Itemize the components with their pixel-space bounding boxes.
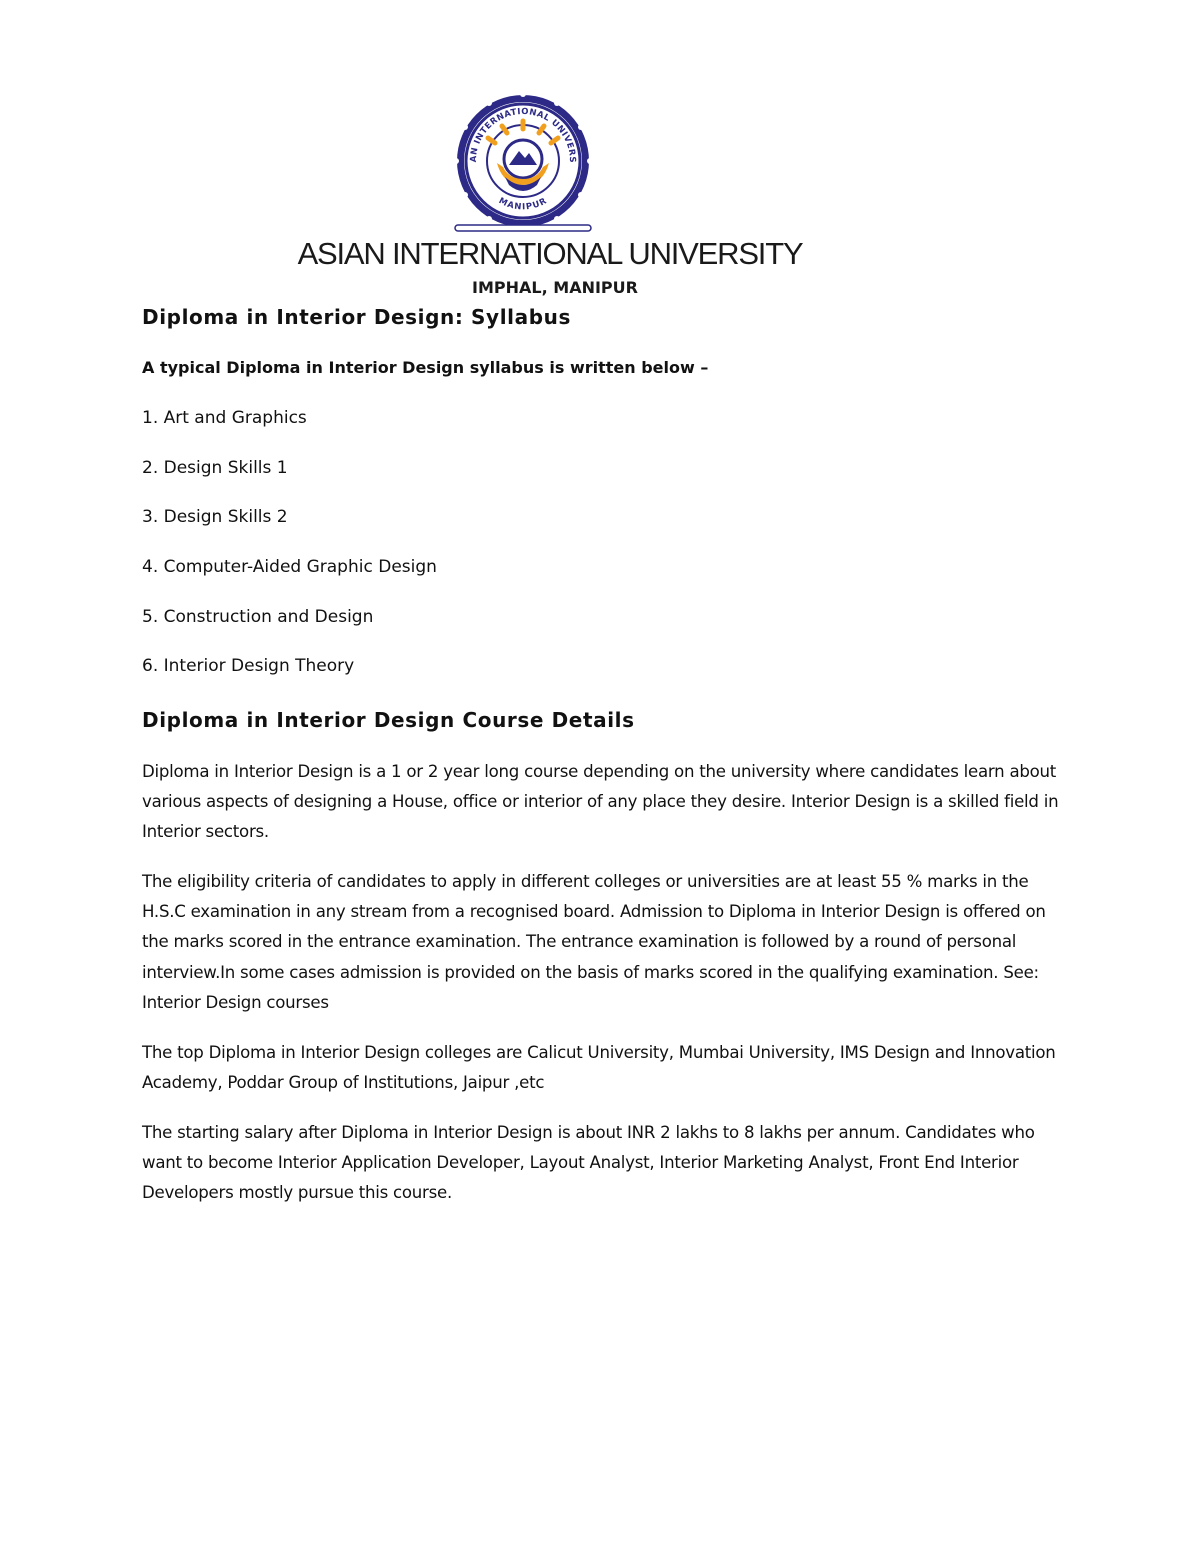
university-name-text: ASIAN INTERNATIONAL UNIVERSITY [297,236,803,271]
course-paragraph: The starting salary after Diploma in Interior Design is about INR 2 lakhs to 8 lakhs per annum. Candidates who want to become Interior Application Developer, Layout Analyst, Interior Marketing Analyst, Front End Interior Developers mostly pursue this course. [142,1123,1035,1203]
course-details-heading: Diploma in Interior Design Course Details [142,708,635,732]
syllabus-intro: A typical Diploma in Interior Design syllabus is written below – [142,358,709,377]
course-paragraph: Diploma in Interior Design is a 1 or 2 year long course depending on the university where candidates learn about various aspects of designing a House, office or interior of any place they desire. Interior Design is a skilled field in Interior sectors. [142,762,1059,842]
university-seal-icon [447,93,599,233]
course-paragraph: The eligibility criteria of candidates to apply in different colleges or universities are at least 55 % marks in the H.S.C examination in any stream from a recognised board. Admission to Diploma in Interior Design is offered on the marks scored in the entrance examination. The entrance examination is followed by a round of personal interview.In some cases admission is provided on the basis of marks scored in the qualifying examination. See: Interior Design courses [142,872,1046,1012]
syllabus-heading: Diploma in Interior Design: Syllabus [142,305,571,329]
svg-text:MANIPUR: MANIPUR [496,196,550,213]
syllabus-item: 6. Interior Design Theory [142,656,355,676]
syllabus-item: 1. Art and Graphics [142,408,307,428]
university-name [0,236,1110,272]
university-location: IMPHAL, MANIPUR [472,278,638,297]
university-logo [447,93,599,233]
syllabus-item: 2. Design Skills 1 [142,458,288,478]
syllabus-item: 4. Computer-Aided Graphic Design [142,557,437,577]
syllabus-item: 5. Construction and Design [142,607,374,627]
course-paragraph: The top Diploma in Interior Design colleges are Calicut University, Mumbai University, IMS Design and Innovation Academy, Poddar Group of Institutions, Jaipur ,etc [142,1043,1056,1093]
svg-text:ASIAN INTERNATIONAL UNIVERSITY: AN INTERNATIONAL UNIVERS [468,106,578,164]
syllabus-item: 3. Design Skills 2 [142,507,288,527]
